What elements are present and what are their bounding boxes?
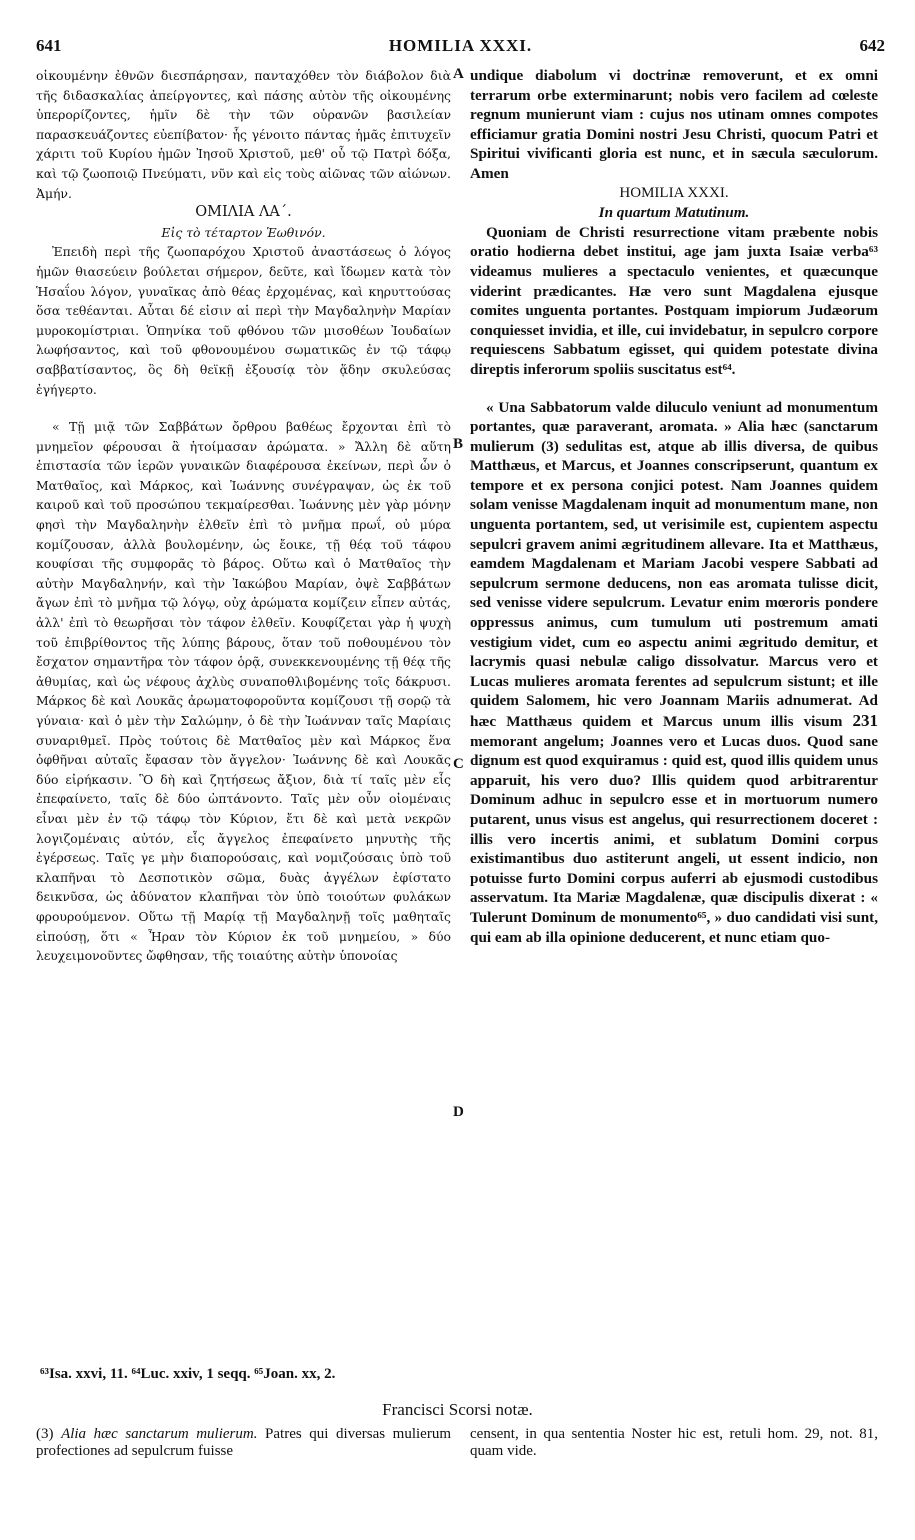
note-label: (3) <box>36 1426 54 1442</box>
notes-title: Francisci Scorsi notæ. <box>382 1400 533 1419</box>
note-text: Patres qui diversas mulierum profectiones ad sepulcrum fuisse <box>36 1426 451 1459</box>
latin-text: memorant angelum; Joannes vero et Lucas duos. Quod sane dignum est quod exquiramus : quid est, quod illis quidem unus apparuit, his vero duo? Illis quidem quod arbitrarentur Dominum adhuc in sepulcro esse et in mortuorum numero putarent, unus visus est angelus, qui resurrectionem doceret : illis vero incertis animi, et sublatum Domini corpus existimantibus duo astiterunt angeli, ut essent indicio, non potuisse furto Domini corpus auferri ab ejusmodi custodibus asservatum. Ita Mariæ Magdalenæ, quæ discipulis dixerat : « Tulerunt Dominum de monumento⁶⁵, » duo candidati visi sunt, qui eam ab illa opinione deducerent, et nunc etiam quo- <box>470 732 878 946</box>
margin-letter-b: B <box>453 436 464 452</box>
migne-column-number: 231 <box>852 711 878 730</box>
latin-paragraph <box>470 398 878 948</box>
notes-left-column <box>36 1426 451 1460</box>
latin-homily-subheading: In quartum Matutinum. <box>598 204 750 222</box>
scripture-references <box>36 1365 885 1384</box>
margin-letter-a: A <box>453 66 464 82</box>
left-page-number: 641 <box>36 36 62 55</box>
right-page-number: 642 <box>859 36 885 55</box>
latin-homily-heading: HOMILIA XXXI. <box>619 184 729 201</box>
paragraph-gap <box>470 380 878 398</box>
latin-paragraph: undique diabolum vi doctrinæ removerunt, et ex omni terrarum orbe exterminarunt; nobis vero facilem ad cœleste regnum munierunt viam : cujus nos utinam omnes compotes efficiamur gratia Domini nostri Jesu Christi, quocum Patri et Spiritui vivificanti gloria est nunc, et in sæcula sæculorum. Amen <box>470 67 878 182</box>
page-title: HOMILIA XXXI. <box>388 36 533 55</box>
greek-homily-subheading: Εἰς τὸ τέταρτον Ἑωθινόν. <box>161 224 326 240</box>
greek-homily-heading: ΟΜΙΛΙΑ ΛΑ΄. <box>195 204 292 221</box>
margin-letter-d: D <box>453 1104 464 1120</box>
margin-letter-c: C <box>453 756 464 772</box>
notes-right-column <box>470 1426 878 1460</box>
greek-paragraph: « Τῇ μιᾷ τῶν Σαββάτων ὄρθρου βαθέως ἔρχονται ἐπὶ τὸ μνημεῖον φέρουσαι ἃ ἡτοίμασαν ἀρώματα. » Ἄλλη δὲ αὕτη ἐπιστασία τῶν ἱερῶν γυναικῶν διαφέρουσα ἐκείνων, περὶ ὧν ὁ Ματθαῖος, καὶ Μάρκος, καὶ Ἰωάννης συνέγραψαν, ὡς ἐκ τοῦ καιροῦ καὶ τοῦ προσώπου τεκμαίρεσθαι. Ἰωάννης μὲν γὰρ μόνην φησὶ τὴν Μαγδαληνὴν ἐλθεῖν ἐπὶ τὸ μνῆμα πρωΐ, οὐ μύρα κομίζουσαν, ἀλλὰ βουλομένην, ὡς ἔοικε, τῇ θέᾳ τοῦ τάφου κουφίσαι τῆς συμφορᾶς τὸ βάρος. Οὕτω καὶ ὁ Ματθαῖος τὴν αὐτὴν Μαγδαληνήν, καὶ τὴν Ἰακώβου Μαρίαν, ὀψὲ Σαββάτων ἄγων ἐπὶ τὸ μνῆμα τῷ λόγῳ, οὐχ ἀρώματα κομίζειν εἶπεν αὐτάς, ἀλλ' ἐπὶ τὸ θεωρῆσαι τὸν τάφον ἐλθεῖν. Κουφίζεται γὰρ ἡ ψυχὴ τοῦ ἐπιβρίθοντος τῆς λύπης βάρους, ὅταν τοῦ ποθουμένου τὸν ἔσχατον σημαντῆρα τὸν τάφον ὁρᾷ, συνεκκενουμένης τῇ θέᾳ τῆς ἀθυμίας, καὶ ὡς νέφους ἀχλὺς συναποθλιβομένης τοῖς δάκρυσι. Μάρκος δὲ καὶ Λουκᾶς ἀρωματοφοροῦντα κομίζουσι τῇ σορῷ τὰ γύναια· καὶ ὁ μὲν τὴν Σαλώμην, ὁ δὲ τὴν Ἰωάνναν ταῖς Μαρίαις συναριθμεῖ. Πρὸς τούτοις δὲ Ματθαῖος μὲν καὶ Μάρκος ἕνα ὀφθῆναι αὐταῖς ἔφασαν τὸν ἄγγελον· Ἰωάννης δὲ καὶ Λουκᾶς δύο εἰρήκασιν. Ὃ δὴ καὶ ζητήσεως ἄξιον, διὰ τί ταῖς μὲν εἷς ἐπεφαίνετο, ταῖς δὲ δύο ὠπτάνοντο. Ταῖς μὲν οὖν οἰομέναις εἶναι μὲν ἐν τῷ τάφῳ τὸν Κύριον, ἔτι δὲ καὶ μετὰ νεκρῶν λογιζομέναις αὐτόν, εἷς ἄγγελος ἐπεφαίνετο μηνυτὴς τῆς ἐγέρσεως. Ταῖς γε μὴν διαπορούσαις, καὶ νομιζούσαις ὑπὸ τοῦ κλαπῆναι τὸ Δεσποτικὸν σῶμα, δυὰς ἀγγέλων ἐφίστατο δεικνῦσα, ὡς ἀδύνατον κλαπῆναι τὸν ὑπὸ τοιούτων φυλάκων φρουρούμενον. Οὕτω τῇ Μαρίᾳ τῇ Μαγδαληνῇ τοῖς μαθηταῖς εἰπούσῃ, ὅτι « Ἦραν τὸν Κύριον ἐκ τοῦ μνημείου, » δύο λευχειμονοῦντες ὤφθησαν, τῆς τοιαύτης αὐτὴν ὑπονοίας <box>36 419 451 964</box>
running-header <box>36 36 885 60</box>
note-text: censent, in qua sententia Noster hic est, retuli hom. 29, not. 81, quam vide. <box>470 1426 878 1459</box>
latin-text: « Una Sabbatorum valde diluculo veniunt ad monumentum portantes, quæ paraverant, aromata. » Alia hæc (sanctarum mulierum (3) sedulitas est, atque ab illis diversa, de quibus Matthæus, et Marcus, et Joannes conscripserunt, quantum ex tempore et ex persona conjici potest. Nam Joannes quidem solam venisse Magdalenam inquit ad monumentum mane, non unguenta portantem, sed, ut verisimile est, cupientem aspectu sepulcri gravem animi ægritudinem allevare. Ita et Matthæus, eamdem Magdalenam et Mariam Jacobi vespere Sabbati ad sepulcrum sermone deducens, non eas aromata tulisse dicit, sed venisse videre sepulcrum. Levatur enim mœroris pondere oppressus animus, cum tumulum uti postremum amati vestigium videt, cum eo aspectu animi ægritudo demitur, et lacrymis quasi nebulæ caligo dissolvatur. Marcus vero et Lucas mulieres aromata ferentes ad sepulcrum sistunt; et ille quidem Salomem, hic vero Joannam Mariis adnumerat. Ad hæc Matthæus quidem et Marcus unum illis visum <box>470 398 878 730</box>
latin-paragraph: Quoniam de Christi resurrectione vitam præbente nobis oratio hodierna debet institui, age jam juxta Isaiæ verba⁶³ videamus mulieres a spectaculo venientes, et quæcunque viderint prædicantes. Hæ vero sunt Magdalena ejusque comites unguenta portantes. Postquam impiorum Judæorum conquiesset invidia, et ille, cui invidebatur, in sepulcro corpore requiescens Sabbatum egisset, qui quidem potestate divina direptis inferorum spoliis suscitatus est⁶⁴. <box>470 223 878 378</box>
footnote-references: ⁶³Isa. xxvi, 11. ⁶⁴Luc. xxiv, 1 seqq. ⁶⁵Joan. xx, 2. <box>40 1366 336 1382</box>
greek-paragraph: οἰκουμένην ἐθνῶν διεσπάρησαν, πανταχόθεν τὸν διάβολον διὰ τῆς διδασκαλίας ἀπείργοντες, καὶ πάσης αὐτὸν τῆς οἰκουμένης ὑπερορίζοντες, ἡμῖν δὲ τὴν τῶν οὐρανῶν βασιλείαν παρασκευάζοντες εὐεπίβατον· ἧς γένοιτο πάντας ἡμᾶς ἐπιτυχεῖν χάριτι τοῦ Κυρίου ἡμῶν Ἰησοῦ Χριστοῦ, μεθ' οὗ τῷ Πατρὶ δόξα, καὶ τῷ ζωοποιῷ Πνεύματι, νῦν καὶ εἰς τοὺς αἰῶνας τῶν αἰώνων. Ἀμήν. <box>36 68 451 201</box>
latin-column <box>470 66 878 947</box>
paragraph-gap <box>36 399 451 417</box>
note-lemma: Alia hæc sanctarum mulierum. <box>61 1426 258 1442</box>
greek-paragraph: Ἐπειδὴ περὶ τῆς ζωοπαρόχου Χριστοῦ ἀναστάσεως ὁ λόγος ἡμῶν θιασεύειν βούλεται σήμερον, δεῦτε, καὶ ἴδωμεν κατὰ τὸν Ἡσαΐου λόγον, γυναῖκας ἀπὸ θέας ἐρχομένας, καὶ κηρυττούσας ὅσα τεθέανται. Αὗται δέ εἰσιν αἱ περὶ τὴν Μαγδαληνὴν Μαρίαν μυροκομίστριαι. Ὁπηνίκα τοῦ φθόνου τῶν μισοθέων Ἰουδαίων λωφήσαντος, καὶ τοῦ φθονουμένου σωματικῶς ἐν τῷ τάφῳ σαββατίσαντος, ὃς δὴ θεϊκῇ ἐξουσίᾳ τὸν ᾅδην σκυλεύσας ἐγήγερτο. <box>36 244 451 397</box>
greek-column <box>36 66 451 966</box>
